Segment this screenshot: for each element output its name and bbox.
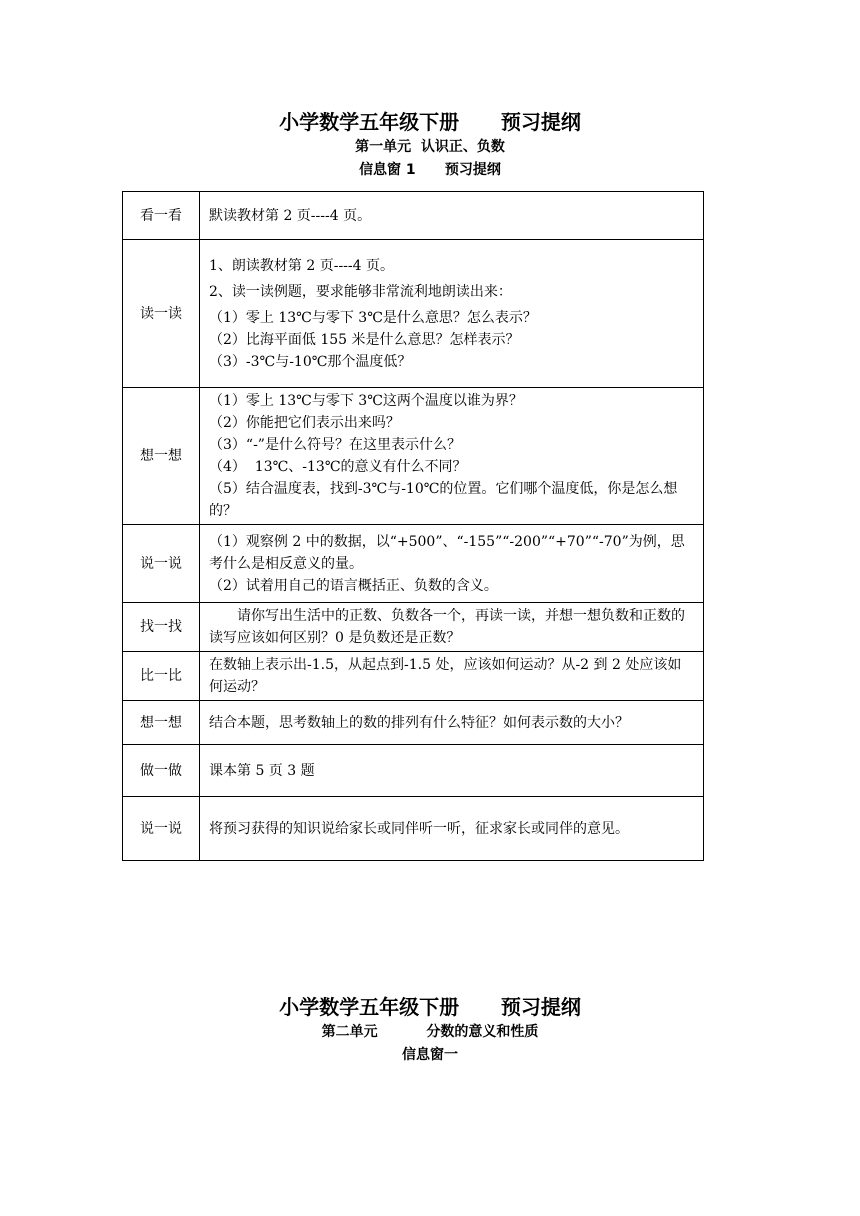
row-content xyxy=(200,745,704,797)
content-line: （2）比海平面低 155 米是什么意思？怎样表示？ xyxy=(209,331,520,348)
window-title: 信息窗 1 预习提纲 xyxy=(359,162,501,178)
row-label: 说一说 xyxy=(123,797,200,861)
content-line: （4） 13℃、-13℃的意义有什么不同？ xyxy=(209,459,467,475)
unit-title: 第一单元 认识正、负数 xyxy=(355,139,505,155)
content-line: 2、读一读例题，要求能够非常流利地朗读出来： xyxy=(209,283,512,300)
content-line: （2）你能把它们表示出来吗？ xyxy=(209,415,400,431)
content-line: （3）-3℃与-10℃那个温度低？ xyxy=(209,353,412,370)
row-content xyxy=(200,701,704,745)
content-line: （3）“-”是什么符号？在这里表示什么？ xyxy=(209,437,461,453)
content-line: 在数轴上表示出-1.5，从起点到-1.5 处，应该如何运动？从-2 到 2 处应该如何运动？ xyxy=(209,657,682,695)
table-row xyxy=(123,240,704,388)
row-content xyxy=(200,797,704,861)
row-content xyxy=(200,603,704,652)
table-row xyxy=(123,192,704,240)
row-label: 想一想 xyxy=(123,701,200,745)
content-line: 结合本题，思考数轴上的数的排列有什么特征？如何表示数的大小？ xyxy=(209,714,629,731)
content-line: 默读教材第 2 页----4 页。 xyxy=(209,207,372,224)
table-row xyxy=(123,797,704,861)
table-row xyxy=(123,745,704,797)
row-label: 找一找 xyxy=(123,603,200,652)
page-title-2: 小学数学五年级下册 预习提纲 xyxy=(279,995,581,1019)
row-content xyxy=(200,388,704,525)
content-line: （2）试着用自己的语言概括正、负数的含义。 xyxy=(209,577,498,594)
row-label: 比一比 xyxy=(123,652,200,701)
row-label: 读一读 xyxy=(123,240,200,388)
content-line: （1）零上 13℃与零下 3℃是什么意思？怎么表示？ xyxy=(209,309,537,326)
unit-title-2: 第二单元 分数的意义和性质 xyxy=(321,1024,539,1040)
content-line: 1、朗读教材第 2 页----4 页。 xyxy=(209,257,394,274)
content-line: （1）零上 13℃与零下 3℃这两个温度以谁为界？ xyxy=(209,393,523,409)
table-row xyxy=(123,652,704,701)
content-line: （5）结合温度表，找到-3℃与-10℃的位置。它们哪个温度低，你是怎么想的？ xyxy=(209,481,678,519)
row-content xyxy=(200,192,704,240)
row-label: 做一做 xyxy=(123,745,200,797)
row-label: 想一想 xyxy=(123,388,200,525)
content-line: 将预习获得的知识说给家长或同伴听一听，征求家长或同伴的意见。 xyxy=(209,820,629,837)
row-content xyxy=(200,240,704,388)
window-title-2: 信息窗一 xyxy=(402,1047,458,1063)
row-label: 看一看 xyxy=(123,192,200,240)
table-row xyxy=(123,388,704,525)
row-content xyxy=(200,525,704,603)
table-row xyxy=(123,525,704,603)
table-row xyxy=(123,701,704,745)
row-label: 说一说 xyxy=(123,525,200,603)
preview-outline-table xyxy=(122,191,704,861)
table-row xyxy=(123,603,704,652)
row-content xyxy=(200,652,704,701)
content-line: （1）观察例 2 中的数据，以“+500”、“-155”“-200”“+70”“-70”为例，思考什么是相反意义的量。 xyxy=(209,533,685,572)
page-title: 小学数学五年级下册 预习提纲 xyxy=(279,110,581,134)
content-line: 课本第 5 页 3 题 xyxy=(209,762,315,779)
content-line: 请你写出生活中的正数、负数各一个，再读一读，并想一想负数和正数的读写应该如何区别？0 是负数还是正数？ xyxy=(209,608,685,646)
